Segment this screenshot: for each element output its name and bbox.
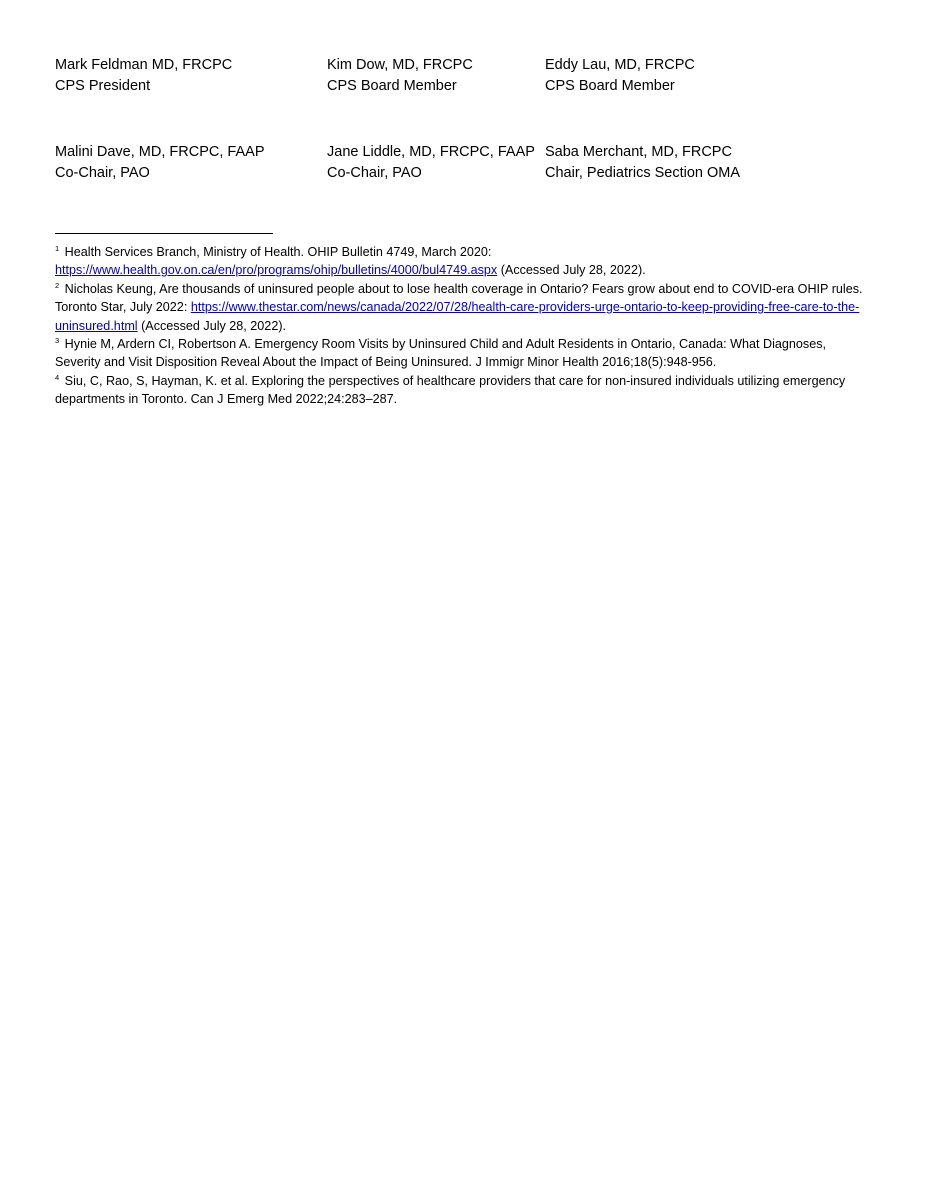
footnote-text: Hynie M, Ardern CI, Robertson A. Emergency Room Visits by Uninsured Child and Adult Residents in Ontario, Canada: What Diagnoses, Severity and Visit Disposition Reveal About the Impact of Being Uninsured. J Immigr Minor Health 2016;18(5):948-956. — [55, 337, 827, 370]
footnote — [55, 335, 870, 372]
footnote-separator — [55, 233, 273, 234]
signatory-name: Malini Dave, MD, FRCPC, FAAP — [55, 144, 265, 160]
signatory — [545, 55, 695, 97]
signature-row — [55, 55, 875, 97]
footnote-link[interactable]: https://www.health.gov.on.ca/en/pro/programs/ohip/bulletins/4000/bul4749.aspx — [55, 263, 498, 278]
signatory-title: Co-Chair, PAO — [55, 165, 150, 181]
signatory — [55, 55, 232, 97]
footnote — [55, 243, 870, 280]
signatory-title: Co-Chair, PAO — [327, 165, 422, 181]
footnote-number: 3 — [55, 336, 60, 346]
signatory-title: Chair, Pediatrics Section OMA — [545, 165, 741, 181]
footnote-text: Nicholas Keung, Are thousands of uninsured people about to lose health coverage in Ontario? Fears grow about end to COVID-era OHIP rules. Toronto Star, July 2022: — [55, 281, 863, 315]
footnote-accessed: (Accessed July 28, 2022). — [497, 263, 646, 278]
footnote — [55, 280, 870, 335]
signatory-name: Eddy Lau, MD, FRCPC — [545, 57, 695, 73]
signatory — [327, 55, 473, 97]
footnotes — [55, 243, 870, 409]
signatory-title: CPS President — [55, 78, 151, 94]
signature-block — [55, 55, 875, 181]
footnote-text: Siu, C, Rao, S, Hayman, K. et al. Exploring the perspectives of healthcare providers that care for non-insured individuals utilizing emergency departments in Toronto. Can J Emerg Med 2022;24:283–287. — [55, 373, 846, 407]
signatory-title: CPS Board Member — [545, 78, 675, 94]
signatory-name: Kim Dow, MD, FRCPC — [327, 57, 473, 73]
footnote-number: 2 — [55, 280, 60, 290]
footnote-text: Health Services Branch, Ministry of Health. OHIP Bulletin 4749, March 2020: — [64, 245, 492, 259]
signatory — [327, 142, 535, 184]
footnote-link[interactable]: https://www.thestar.com/news/canada/2022/07/28/health-care-providers-urge-ontario-to-keep-providing-free-care-to-the-uninsured.html — [55, 300, 860, 333]
footnote-number: 4 — [55, 372, 60, 382]
signatory-name: Mark Feldman MD, FRCPC — [55, 57, 233, 73]
signatory — [545, 142, 740, 184]
signature-row — [55, 142, 875, 184]
footnote-number: 1 — [55, 244, 60, 253]
signatory-name: Saba Merchant, MD, FRCPC — [545, 144, 732, 160]
signatory-name: Jane Liddle, MD, FRCPC, FAAP — [327, 144, 535, 160]
signatory-title: CPS Board Member — [327, 78, 457, 94]
footnote — [55, 372, 870, 409]
footnote-accessed: (Accessed July 28, 2022). — [137, 318, 287, 333]
signatory — [55, 142, 265, 184]
